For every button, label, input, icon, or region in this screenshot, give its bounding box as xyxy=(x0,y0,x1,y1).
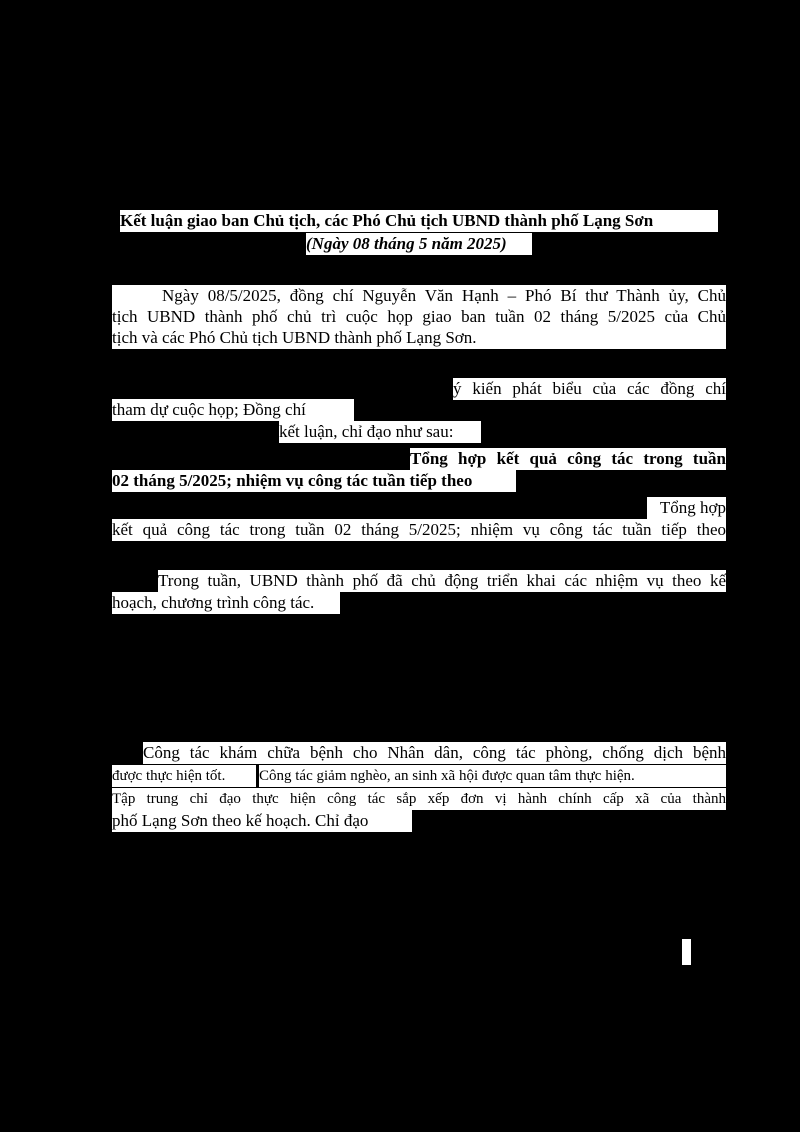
para5-line2b: Công tác giảm nghèo, an sinh xã hội được quan tâm thực hiện. xyxy=(259,765,726,787)
para5-line1: Công tác khám chữa bệnh cho Nhân dân, công tác phòng, chống dịch bệnh xyxy=(143,743,726,762)
section-heading-line1: Tổng hợp kết quả công tác trong tuần xyxy=(410,449,726,468)
para2-fragment1: ý kiến phát biểu của các đồng chí xyxy=(453,379,726,398)
para5-line3: Tập trung chỉ đạo thực hiện công tác sắp xếp đơn vị hành chính cấp xã của thành xyxy=(112,788,726,810)
para1-line2: tịch UBND thành phố chủ trì cuộc họp giao ban tuần 02 tháng 5/2025 của Chủ xyxy=(112,307,726,326)
para1-line1: Ngày 08/5/2025, đồng chí Nguyễn Văn Hạnh – Phó Bí thư Thành ủy, Chủ xyxy=(112,285,726,307)
section-heading-line2: 02 tháng 5/2025; nhiệm vụ công tác tuần tiếp theo xyxy=(112,470,516,492)
page-number-marker xyxy=(682,939,691,965)
para3-line2: kết quả công tác trong tuần 02 tháng 5/2025; nhiệm vụ công tác tuần tiếp theo xyxy=(112,520,726,539)
document-title: Kết luận giao ban Chủ tịch, các Phó Chủ tịch UBND thành phố Lạng Sơn xyxy=(120,210,718,232)
para2-fragment2: tham dự cuộc họp; Đồng chí xyxy=(112,399,354,421)
para5-line2a: được thực hiện tốt. xyxy=(112,765,256,787)
para3-fragment1: Tổng hợp xyxy=(647,497,726,519)
para1-line3: tịch và các Phó Chủ tịch UBND thành phố Lạng Sơn. xyxy=(112,327,726,349)
document-date: (Ngày 08 tháng 5 năm 2025) xyxy=(306,233,532,255)
para2-fragment3: kết luận, chỉ đạo như sau: xyxy=(279,421,481,443)
para5-line4: phố Lạng Sơn theo kế hoạch. Chỉ đạo xyxy=(112,810,412,832)
para4-line2: hoạch, chương trình công tác. xyxy=(112,592,340,614)
para4-line1: Trong tuần, UBND thành phố đã chủ động triển khai các nhiệm vụ theo kế xyxy=(158,571,726,590)
